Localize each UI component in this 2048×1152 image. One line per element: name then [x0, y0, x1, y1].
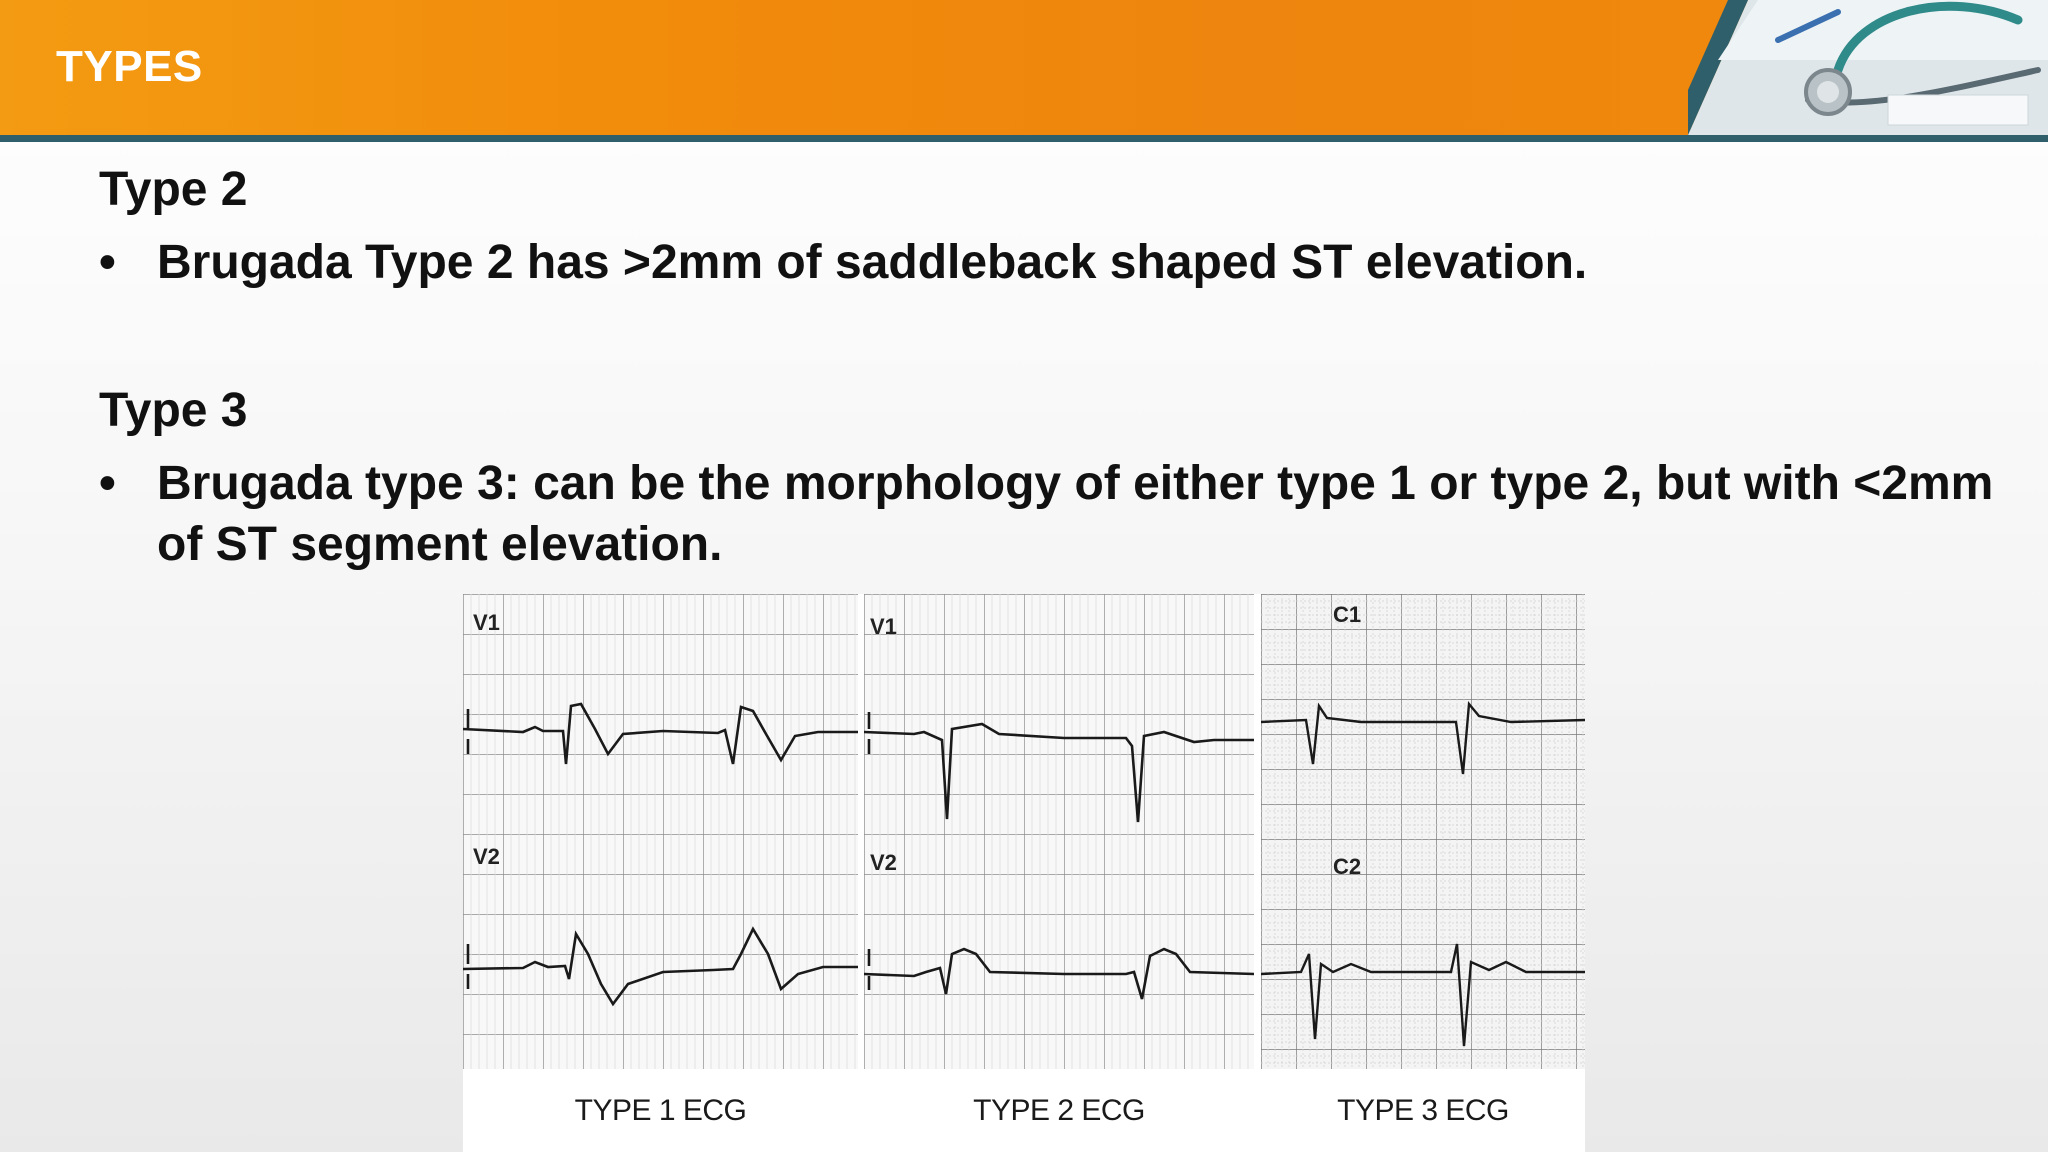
lead-label-bottom: V2	[870, 850, 897, 875]
lead-label-top: C1	[1333, 602, 1362, 627]
heading-type-3: Type 3	[99, 384, 248, 437]
lead-label-bottom: C2	[1333, 854, 1362, 879]
slide-title: TYPES	[56, 42, 203, 91]
heading-type-2: Type 2	[99, 163, 248, 216]
caption-type-1: TYPE 1 ECG	[574, 1094, 747, 1127]
bullet-text: Brugada type 3: can be the morphology of either type 1 or type 2, but with <2mm of ST segment elevation.	[157, 457, 1994, 571]
ecg-panel-type-1	[463, 594, 858, 1069]
lead-label-top: V1	[870, 614, 897, 639]
ecg-panel-type-3	[1261, 594, 1585, 1069]
lead-label-top: V1	[473, 610, 500, 635]
bullet-dot: •	[99, 236, 116, 289]
caption-type-3: TYPE 3 ECG	[1337, 1094, 1509, 1127]
lead-label-bottom: V2	[473, 844, 500, 869]
bullet-text: Brugada Type 2 has >2mm of saddleback shaped ST elevation.	[157, 236, 1588, 289]
bullet-dot: •	[99, 457, 116, 510]
bullet-type-3	[99, 453, 1999, 575]
bullet-type-2	[99, 232, 1999, 293]
ecg-figure	[463, 594, 1585, 1152]
ecg-panel-type-2	[864, 594, 1254, 1069]
caption-type-2: TYPE 2 ECG	[973, 1094, 1145, 1127]
